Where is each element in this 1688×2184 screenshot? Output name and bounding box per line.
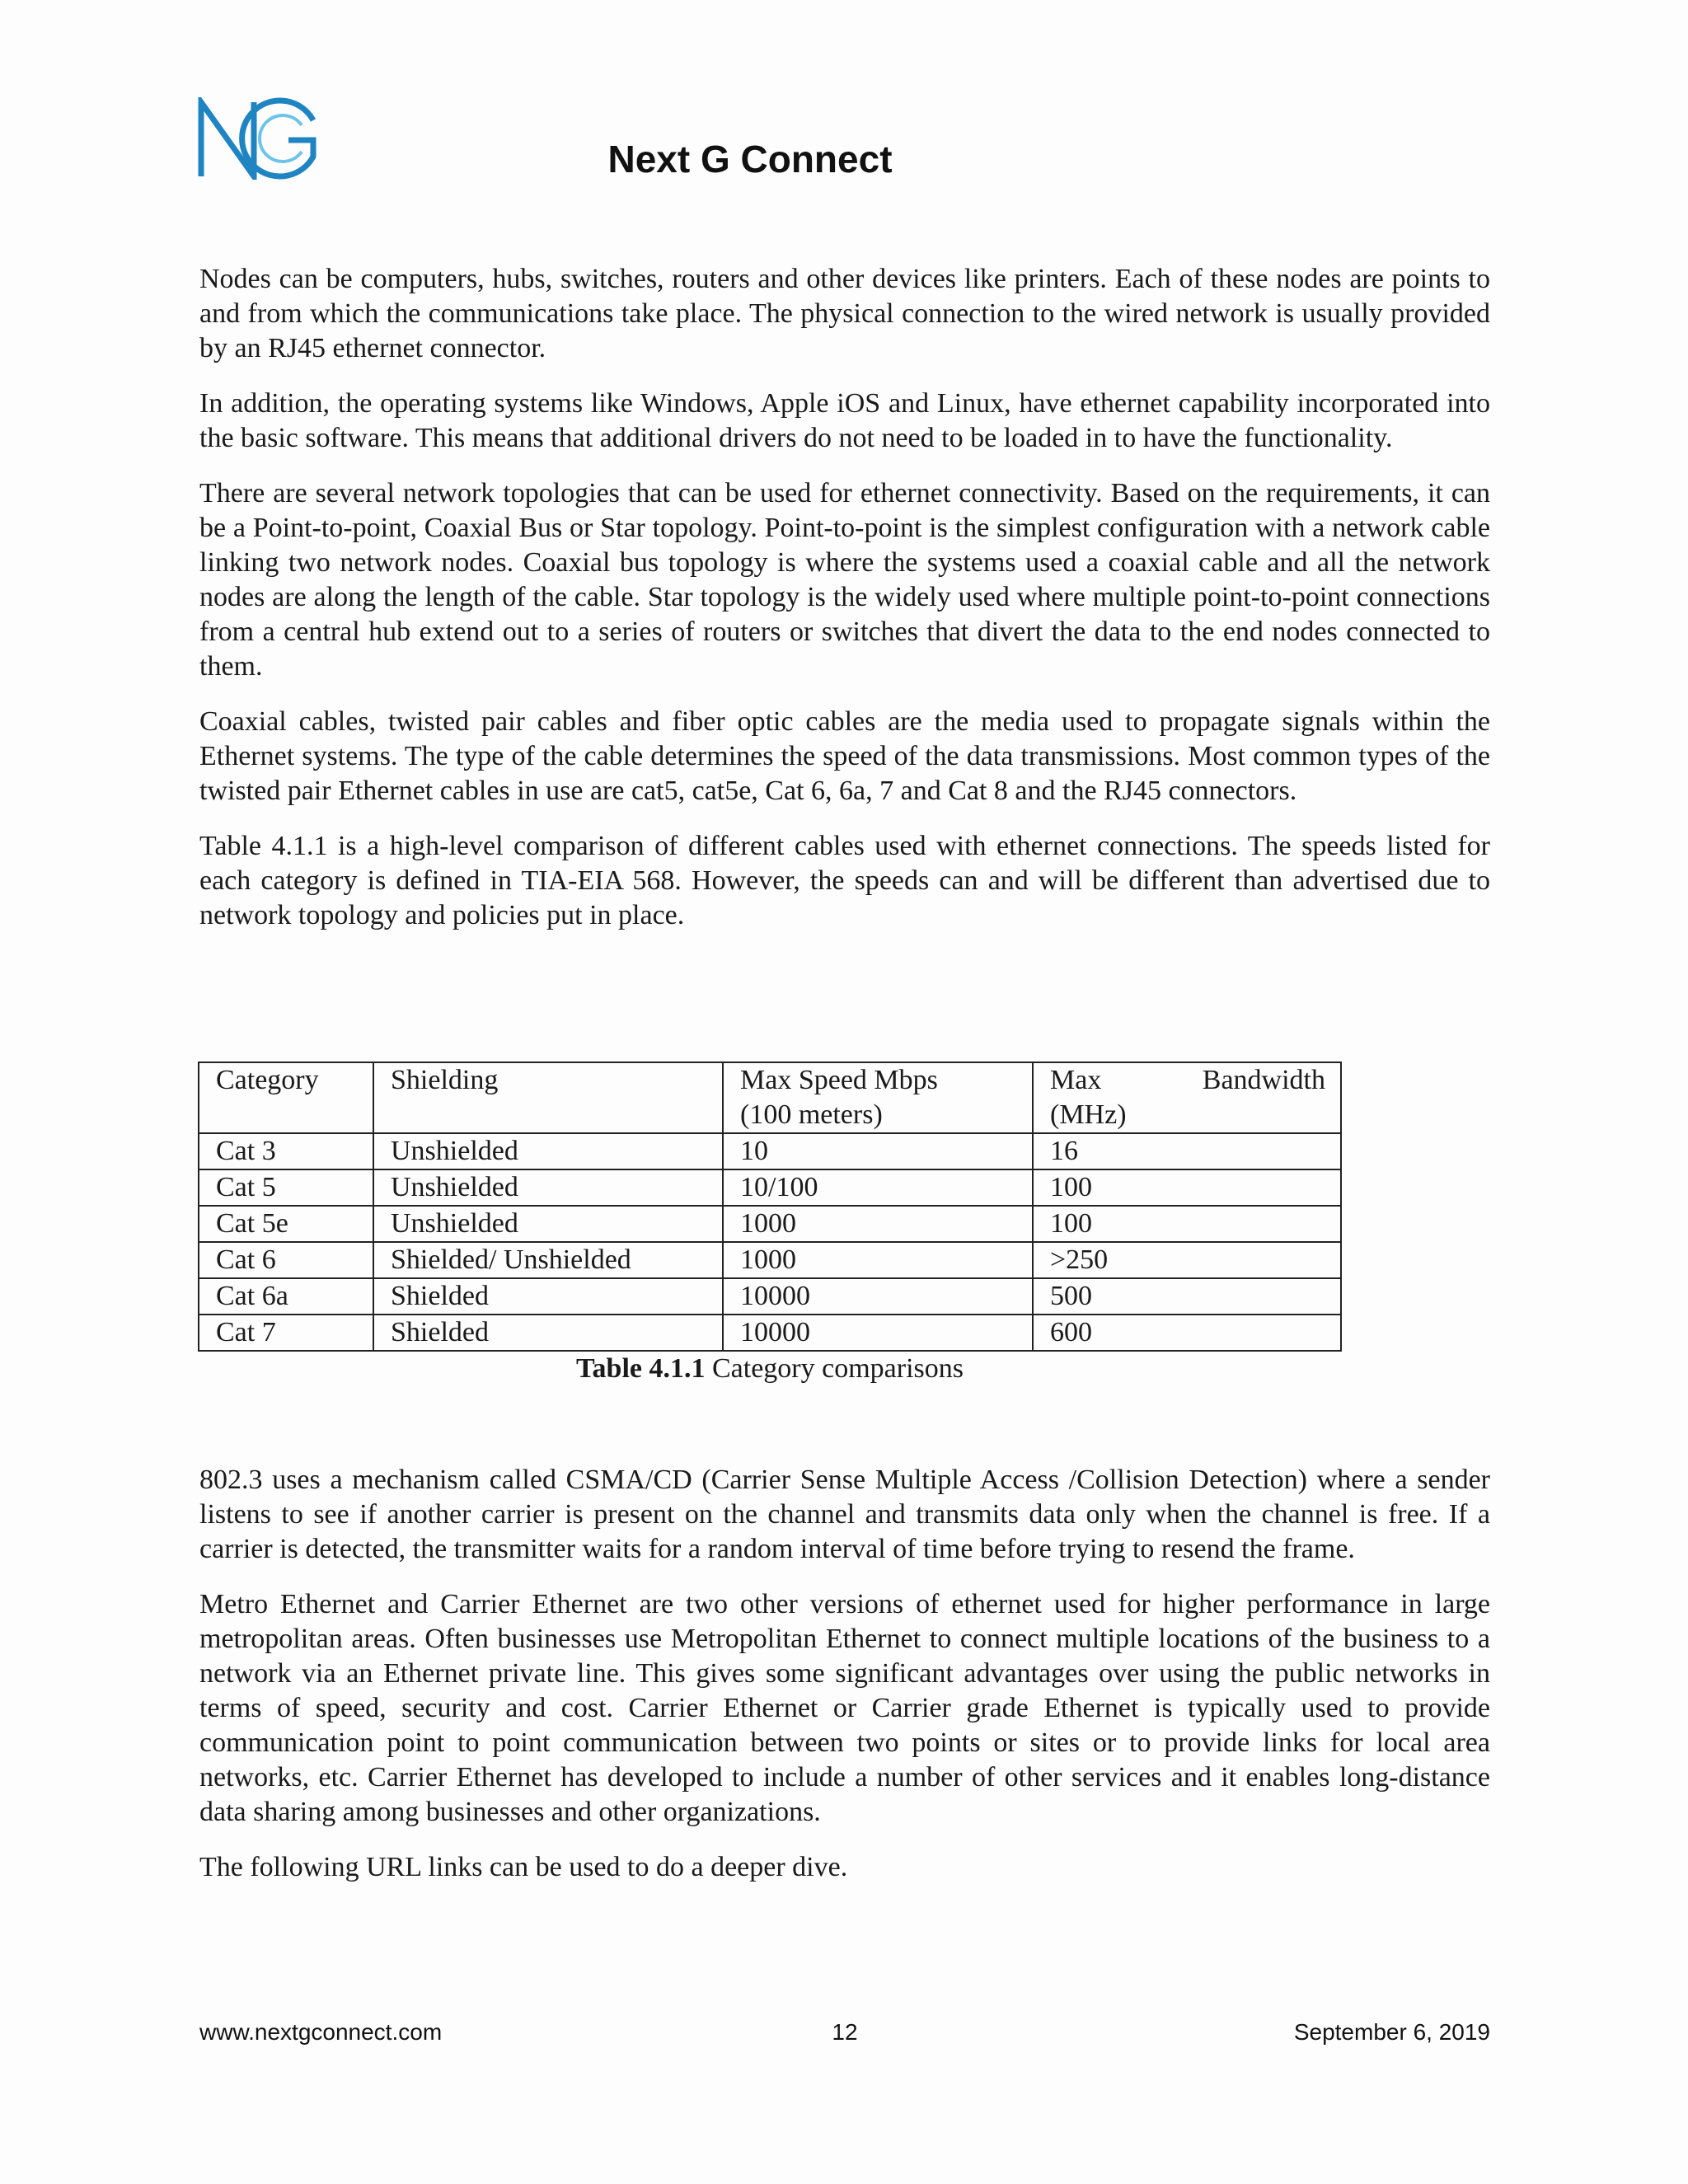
header-max-speed-line2: (100 meters) — [740, 1099, 883, 1130]
table-caption-text: Category comparisons — [712, 1353, 964, 1384]
paragraph-topologies: There are several network topologies that can be used for ethernet connectivity. Based on the requirements, it can be a Point-to-point, Coaxial Bus or Star topology. Point-to-point is the simplest configuration with a network cable linking two network nodes. Coaxial bus topology is where the systems used a coaxial cable and all the network nodes are along the length of the cable. Star topology is the widely used where multiple point-to-point connections from a central hub extend out to a series of routers or switches that divert the data to the end nodes connected to them. — [199, 478, 1490, 682]
header-max-speed-line1: Max Speed Mbps — [740, 1065, 938, 1095]
table-cell: 16 — [1033, 1133, 1341, 1169]
footer-page-number: 12 — [832, 2019, 858, 2045]
table-cell: 1000 — [723, 1242, 1033, 1278]
table-cell: Unshielded — [373, 1206, 723, 1242]
table-cell: >250 — [1033, 1242, 1341, 1278]
table-cell: 500 — [1033, 1278, 1341, 1315]
paragraph-table-intro: Table 4.1.1 is a high-level comparison of different cables used with ethernet connections. The speeds listed for each category is defined in TIA-EIA 568. However, the speeds can and will be different than advertised due to network topology and policies put in place. — [199, 831, 1490, 930]
table-cell: Unshielded — [373, 1169, 723, 1206]
paragraph-metro-ethernet: Metro Ethernet and Carrier Ethernet are two other versions of ethernet used for higher performance in large metropolitan areas. Often businesses use Metropolitan Ethernet to connect multiple locations of the business to a network via an Ethernet private line. This gives some significant advantages over using the public networks in terms of speed, security and cost. Carrier Ethernet or Carrier grade Ethernet is typically used to provide communication point to point communication between two points or sites or to provide links for local area networks, etc. Carrier Ethernet has developed to include a number of other services and it enables long-distance data sharing among businesses and other organizations. — [199, 1589, 1490, 1827]
paragraph-cables: Coaxial cables, twisted pair cables and fiber optic cables are the media used to propagate signals within the Ethernet systems. The type of the cable determines the speed of the data transmissions. Most common types of the twisted pair Ethernet cables in use are cat5, cat5e, Cat 6, 6a, 7 and Cat 8 and the RJ45 connectors. — [199, 706, 1490, 806]
table-row — [199, 1206, 1341, 1242]
table-cell: 10000 — [723, 1315, 1033, 1351]
table-header-row — [199, 1062, 1341, 1133]
header-shielding: Shielding — [373, 1062, 723, 1133]
footer-date: September 6, 2019 — [1293, 2019, 1490, 2045]
footer-website: www.nextgconnect.com — [199, 2019, 443, 2045]
table-cell: Cat 3 — [199, 1133, 373, 1169]
paragraph-url-links: The following URL links can be used to do a deeper dive. — [199, 1852, 848, 1882]
table-caption-number: Table 4.1.1 — [575, 1353, 706, 1384]
table-cell: 600 — [1033, 1315, 1341, 1351]
paragraph-nodes: Nodes can be computers, hubs, switches, routers and other devices like printers. Each of these nodes are points to and from which the communications take place. The physical connection to the wired network is usually provided by an RJ45 ethernet connector. — [199, 264, 1490, 363]
table-cell: Shielded — [373, 1278, 723, 1315]
body-text — [199, 262, 1490, 954]
table-row — [199, 1278, 1341, 1315]
table-caption — [198, 1353, 1342, 1385]
body-text-continued — [199, 1463, 1490, 1905]
category-table — [198, 1062, 1342, 1352]
table-cell: 100 — [1033, 1206, 1341, 1242]
table-cell: 10000 — [723, 1278, 1033, 1315]
table-cell: Cat 7 — [199, 1315, 373, 1351]
table-row — [199, 1133, 1341, 1169]
table-cell: Cat 5e — [199, 1206, 373, 1242]
category-table-section — [198, 1062, 1342, 1385]
header-bandwidth-word2: Bandwidth — [1202, 1065, 1325, 1095]
header-bandwidth-word1: Max — [1050, 1065, 1102, 1095]
paragraph-csma-cd: 802.3 uses a mechanism called CSMA/CD (Carrier Sense Multiple Access /Collision Detection) where a sender listens to see if another carrier is present on the channel and transmits data only when the channel is free. If a carrier is detected, the transmitter waits for a random interval of time before trying to resend the frame. — [199, 1465, 1490, 1564]
table-cell: Cat 6 — [199, 1242, 373, 1278]
table-row — [199, 1242, 1341, 1278]
table-row — [199, 1315, 1341, 1351]
paragraph-operating-systems: In addition, the operating systems like Windows, Apple iOS and Linux, have ethernet capability incorporated into the basic software. This means that additional drivers do not need to be loaded in to have the functionality. — [199, 388, 1490, 453]
table-cell: 10 — [723, 1133, 1033, 1169]
page-footer — [199, 2019, 1490, 2052]
table-cell: Unshielded — [373, 1133, 723, 1169]
header-max-bandwidth — [1033, 1062, 1341, 1133]
header-category: Category — [199, 1062, 373, 1133]
table-cell: Shielded — [373, 1315, 723, 1351]
page-title: Next G Connect — [607, 138, 893, 180]
table-row — [199, 1169, 1341, 1206]
table-cell: 10/100 — [723, 1169, 1033, 1206]
table-cell: Cat 6a — [199, 1278, 373, 1315]
table-cell: 100 — [1033, 1169, 1341, 1206]
table-cell: Shielded/ Unshielded — [373, 1242, 723, 1278]
header-max-speed — [723, 1062, 1033, 1133]
table-cell: 1000 — [723, 1206, 1033, 1242]
table-cell: Cat 5 — [199, 1169, 373, 1206]
header-bandwidth-line2: (MHz) — [1050, 1099, 1127, 1130]
